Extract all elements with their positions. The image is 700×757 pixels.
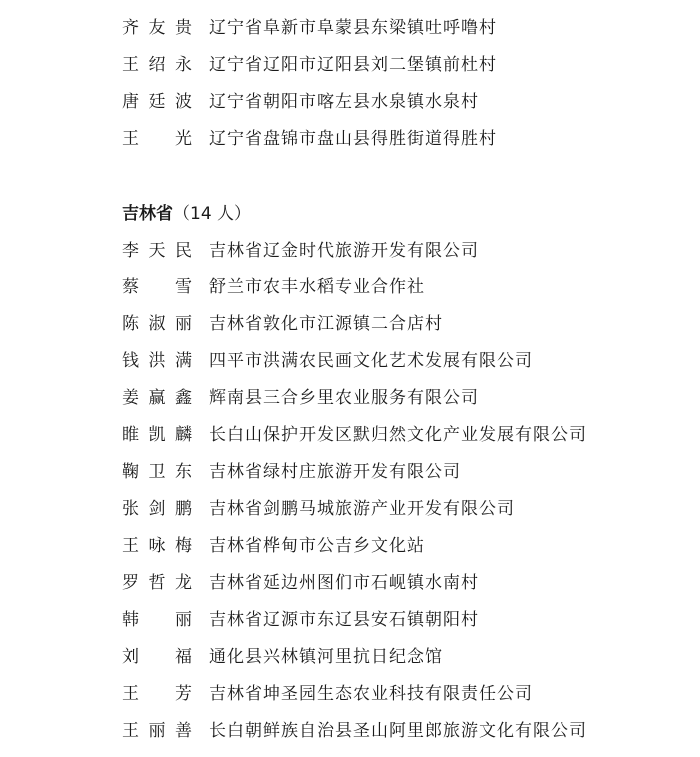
list-item — [0, 457, 700, 487]
list-item — [0, 383, 700, 413]
list-item — [0, 124, 700, 154]
person-organization: 吉林省剑鹏马城旅游产业开发有限公司 — [209, 499, 515, 519]
person-name: 王咏梅 — [122, 536, 192, 556]
person-name: 唐廷波 — [122, 92, 192, 112]
list-item — [0, 531, 700, 561]
person-name: 王 光 — [122, 129, 192, 149]
list-item — [0, 13, 700, 43]
section-title: 吉林省 — [122, 204, 173, 224]
person-organization: 辽宁省盘锦市盘山县得胜街道得胜村 — [209, 129, 497, 149]
list-item — [0, 494, 700, 524]
person-name: 李天民 — [122, 241, 192, 261]
list-item — [0, 236, 700, 266]
person-name: 钱洪满 — [122, 351, 192, 371]
person-organization: 通化县兴林镇河里抗日纪念馆 — [209, 647, 443, 667]
person-organization: 辉南县三合乡里农业服务有限公司 — [209, 388, 479, 408]
person-organization: 吉林省绿村庄旅游开发有限公司 — [209, 462, 461, 482]
list-item — [0, 420, 700, 450]
section-heading-jilin — [122, 199, 251, 229]
person-organization: 吉林省延边州图们市石岘镇水南村 — [209, 573, 479, 593]
list-item — [0, 716, 700, 746]
list-item — [0, 346, 700, 376]
person-name: 韩 丽 — [122, 610, 192, 630]
person-name: 陈淑丽 — [122, 314, 192, 334]
person-organization: 长白山保护开发区默归然文化产业发展有限公司 — [209, 425, 587, 445]
person-organization: 吉林省辽金时代旅游开发有限公司 — [209, 241, 479, 261]
list-item — [0, 87, 700, 117]
list-item — [0, 272, 700, 302]
person-organization: 吉林省桦甸市公吉乡文化站 — [209, 536, 425, 556]
person-name: 刘 福 — [122, 647, 192, 667]
list-item — [0, 309, 700, 339]
list-item — [0, 50, 700, 80]
list-item — [0, 679, 700, 709]
list-item — [0, 642, 700, 672]
person-organization: 辽宁省朝阳市喀左县水泉镇水泉村 — [209, 92, 479, 112]
person-organization: 辽宁省阜新市阜蒙县东梁镇吐呼噜村 — [209, 18, 497, 38]
person-name: 鞠卫东 — [122, 462, 192, 482]
person-name: 睢凯麟 — [122, 425, 192, 445]
person-organization: 吉林省辽源市东辽县安石镇朝阳村 — [209, 610, 479, 630]
person-name: 王绍永 — [122, 55, 192, 75]
person-name: 蔡 雪 — [122, 277, 192, 297]
section-count: （14 人） — [173, 204, 252, 224]
person-name: 王 芳 — [122, 684, 192, 704]
list-item — [0, 568, 700, 598]
person-name: 王丽善 — [122, 721, 192, 741]
person-organization: 辽宁省辽阳市辽阳县刘二堡镇前杜村 — [209, 55, 497, 75]
person-organization: 吉林省坤圣园生态农业科技有限责任公司 — [209, 684, 533, 704]
person-name: 姜赢鑫 — [122, 388, 192, 408]
person-name: 齐友贵 — [122, 18, 192, 38]
person-organization: 四平市洪满农民画文化艺术发展有限公司 — [209, 351, 533, 371]
person-name: 张剑鹏 — [122, 499, 192, 519]
person-organization: 舒兰市农丰水稻专业合作社 — [209, 277, 425, 297]
person-name: 罗哲龙 — [122, 573, 192, 593]
list-item — [0, 605, 700, 635]
person-organization: 吉林省敦化市江源镇二合店村 — [209, 314, 443, 334]
person-organization: 长白朝鲜族自治县圣山阿里郎旅游文化有限公司 — [209, 721, 587, 741]
